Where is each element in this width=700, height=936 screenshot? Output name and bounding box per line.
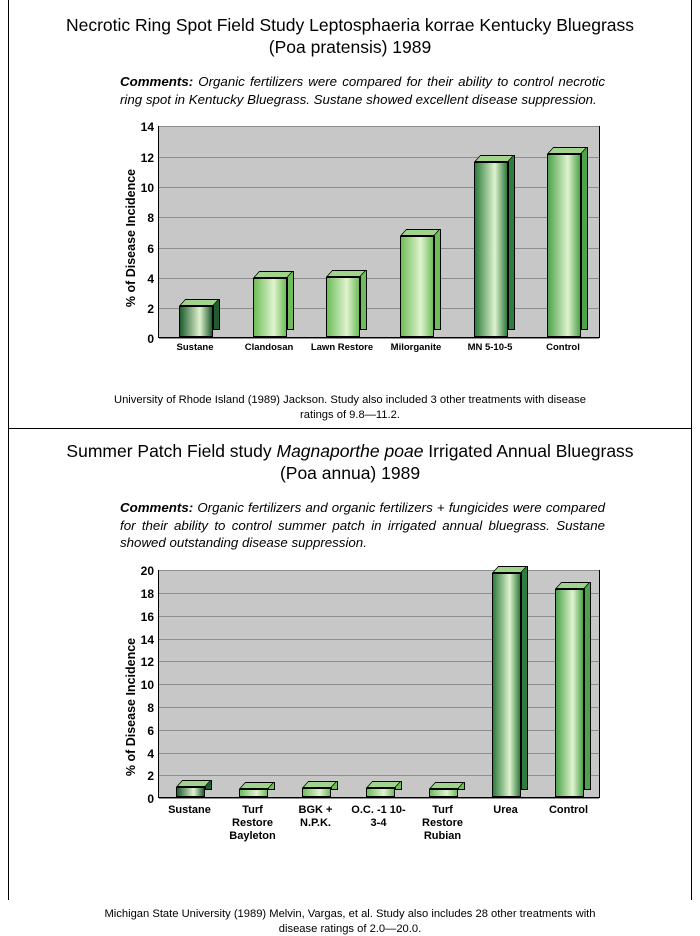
bar-top [555,582,590,589]
y-tick-label: 12 [140,150,154,165]
section1-title-line2: (Poa pratensis) 1989 [268,37,432,58]
bar [429,789,458,797]
y-tick-label: 0 [147,792,154,807]
y-tick-label: 10 [140,678,154,693]
bar [366,788,395,797]
chart2-plot-area [140,564,600,807]
bar-front [326,277,360,338]
bar-front [176,787,205,797]
bar [474,162,508,338]
bar [179,306,213,338]
section1-comments-label: Comments: [120,73,194,89]
section2-title-pre: Summer Patch Field study [66,441,277,462]
chart2-bars [159,571,599,797]
bar-side [287,271,294,330]
y-tick-label: 6 [147,723,154,738]
y-tick-label: 2 [147,302,154,317]
chart-1 [100,120,600,355]
bar [547,154,581,337]
x-axis-label: Control [546,342,580,354]
chart2-ylabel: % of Disease Incidence [124,637,139,776]
gridline [159,338,599,339]
bar-front [366,788,395,797]
bar-top [179,299,219,306]
bar-side [434,229,441,330]
bar-front [555,589,584,798]
section2-title-post: Irrigated Annual Bluegrass [423,441,634,462]
x-axis-label: MN 5-10-5 [467,342,513,354]
y-tick-label: 2 [147,769,154,784]
bar-front [492,573,521,798]
bar-front [179,306,213,338]
y-tick-label: 0 [147,332,154,347]
y-tick-label: 8 [147,701,154,716]
y-tick-label: 8 [147,211,154,226]
bar-front [239,789,268,797]
x-axis-label: O.C. -1 10-3-4 [351,804,406,830]
x-axis-label: Turf Restore Rubian [422,804,463,843]
bar-front [547,154,581,337]
x-axis-label: Clandosan [244,342,294,354]
section-summer-patch [0,422,700,936]
bar [176,787,205,797]
section2-title-species: Magnaporthe poae [276,441,424,462]
section2-title [0,440,700,485]
gridline [159,798,599,799]
section1-source: University of Rhode Island (1989) Jackson. Study also included 3 other treatments with disease ratings of 9.8—11.2. [114,394,586,421]
y-tick-label: 14 [140,120,154,135]
y-tick-label: 10 [140,180,154,195]
bar-side [360,270,367,331]
bar [239,789,268,797]
section1-title-line1: Necrotic Ring Spot Field Study Leptosphaeria korrae Kentucky Bluegrass [65,15,635,35]
bar-front [253,278,287,337]
bar-side [584,582,591,791]
x-axis-label: Sustane [168,804,211,817]
bar-side [521,566,528,791]
x-axis-label: Lawn Restore [310,342,374,354]
y-tick-label: 20 [140,564,154,579]
section2-title-line2: (Poa annua) 1989 [279,463,421,484]
y-tick-label: 14 [140,632,154,647]
bar [555,589,584,798]
x-axis-label: BGK + N.P.K. [298,804,333,830]
section2-comments-label: Comments: [120,499,194,515]
x-axis-label: Urea [493,804,518,817]
x-axis-label: Milorganite [390,342,442,354]
bar-top [253,271,293,278]
x-axis-label: Turf Restore Bayleton [229,804,276,843]
bar [492,573,521,798]
bar-side [508,155,515,331]
chart1-plot-area [140,120,600,347]
section-necrotic-ring-spot [0,0,700,422]
x-axis-label: Sustane [176,342,214,354]
section2-comments-text: Organic fertilizers and organic fertilizers + fungicides were compared for their ability to control summer patch in irrigated annual bluegrass. Sustane showed outstanding disease suppression. [120,499,605,551]
section2-source: Michigan State University (1989) Melvin, Vargas, et al. Study also includes 28 other treatments with disease ratings of 2.0—20.0. [104,908,596,935]
bar-front [400,236,434,337]
section1-comments-text: Organic fertilizers were compared for their ability to control necrotic ring spot in Kentucky Bluegrass. Sustane showed excellent disease suppression. [120,73,605,107]
bar-top [547,147,587,154]
section2-comments [120,499,605,552]
y-tick-label: 6 [147,241,154,256]
bar-front [429,789,458,797]
y-tick-label: 4 [147,746,154,761]
bar-top [474,155,514,162]
y-tick-label: 4 [147,271,154,286]
bar [326,277,360,338]
chart1-bars [159,127,599,337]
chart-2 [100,564,600,849]
bar [253,278,287,337]
section1-comments [120,73,605,109]
bar-side [581,147,588,330]
y-tick-label: 18 [140,587,154,602]
bar [400,236,434,337]
bar-top [492,566,527,573]
section1-title [0,14,700,59]
chart1-ylabel: % of Disease Incidence [124,168,139,308]
x-axis-label: Control [548,804,589,817]
bar [302,788,331,797]
bar-front [302,788,331,797]
y-tick-label: 12 [140,655,154,670]
y-tick-label: 16 [140,609,154,624]
bar-top [400,229,440,236]
bar-front [474,162,508,338]
section2-title-line1 [30,440,670,462]
bar-top [326,270,366,277]
